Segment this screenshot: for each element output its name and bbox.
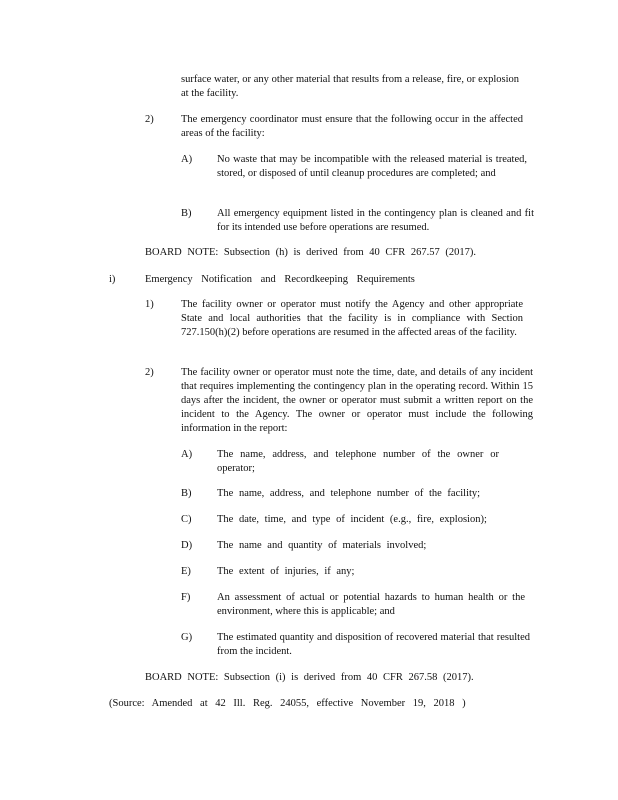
item-text-i1: The facility owner or operator must notify the Agency and other appropriate State and local authorities that the facility is in compliance with Section 727.150(h)(2) before operations are resumed in the affected areas of the facility.: [181, 299, 523, 338]
source-note: (Source: Amended at 42 Ill. Reg. 24055, effective November 19, 2018 ): [109, 698, 466, 709]
subitem-text-i2-e: The extent of injuries, if any;: [217, 566, 355, 577]
item-label-i1: 1): [145, 299, 154, 310]
subitem-text-h2-b: All emergency equipment listed in the contingency plan is cleaned and fit for its intended use before operations are resumed.: [217, 208, 534, 233]
section-label-i: i): [109, 274, 116, 285]
board-note-i: BOARD NOTE: Subsection (i) is derived from 40 CFR 267.58 (2017).: [145, 672, 474, 683]
subitem-text-i2-f: An assessment of actual or potential hazards to human health or the environment, where this is applicable; and: [217, 592, 525, 617]
subitem-text-i2-c: The date, time, and type of incident (e.g., fire, explosion);: [217, 514, 487, 525]
subitem-label-i2-a: A): [181, 449, 193, 460]
subitem-text-i2-b: The name, address, and telephone number of the facility;: [217, 488, 481, 499]
subitem-label-i2-e: E): [181, 566, 191, 577]
item-text-h2: The emergency coordinator must ensure that the following occur in the affected areas of the facility:: [181, 114, 523, 139]
subitem-label-i2-f: F): [181, 592, 191, 603]
subitem-label-h2-b: B): [181, 208, 192, 219]
subitem-label-i2-b: B): [181, 488, 192, 499]
subitem-text-i2-g: The estimated quantity and disposition of recovered material that resulted from the incident.: [217, 632, 530, 657]
item-text-i2: The facility owner or operator must note the time, date, and details of any incident that requires implementing the contingency plan in the operating record. Within 15 days after the incident, the owner or operator must submit a written report on the incident to the Agency. The owner or operator must include the following information in the report:: [181, 367, 533, 434]
item-label-h2: 2): [145, 114, 154, 125]
section-heading-i: Emergency Notification and Recordkeeping Requirements: [145, 274, 415, 285]
subitem-label-i2-c: C): [181, 514, 192, 525]
item-label-i2: 2): [145, 367, 154, 378]
board-note-h: BOARD NOTE: Subsection (h) is derived from 40 CFR 267.57 (2017).: [145, 247, 476, 258]
subitem-text-i2-a: The name, address, and telephone number of the owner or operator;: [217, 449, 499, 474]
subitem-text-h2-a: No waste that may be incompatible with the released material is treated, stored, or disposed of until cleanup procedures are completed; and: [217, 154, 527, 179]
subitem-label-i2-d: D): [181, 540, 193, 551]
subitem-text-i2-d: The name and quantity of materials involved;: [217, 540, 427, 551]
subitem-label-i2-g: G): [181, 632, 193, 643]
subitem-label-h2-a: A): [181, 154, 193, 165]
continued-paragraph: surface water, or any other material that results from a release, fire, or explosion at the facility.: [181, 74, 519, 99]
